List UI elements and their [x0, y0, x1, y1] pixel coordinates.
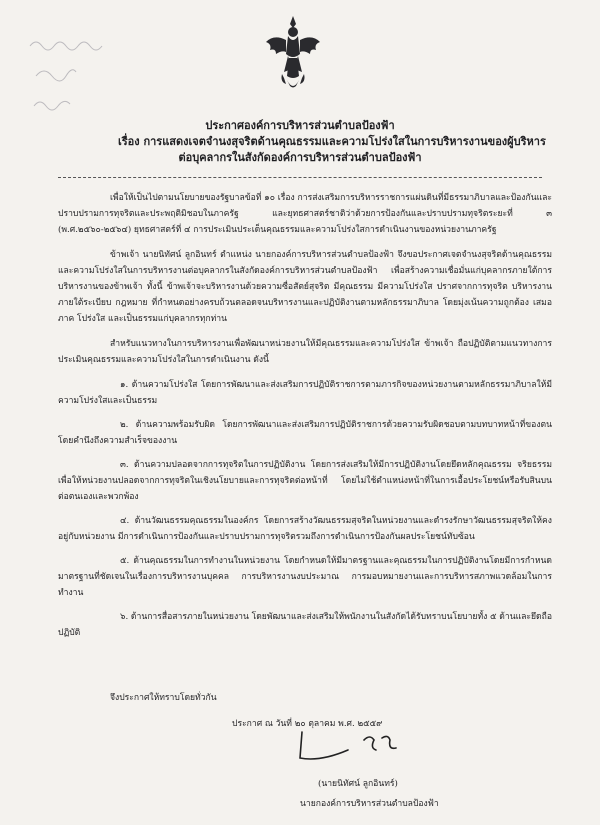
header-subject-cont: ต่อบุคลากรในสังกัดองค์การบริหารส่วนตำบลป้องฟ้า — [178, 151, 422, 164]
header-title: ประกาศองค์การบริหารส่วนตำบลป้องฟ้า — [205, 119, 395, 132]
paragraph-guidelines: สำหรับแนวทางในการบริหารงานเพื่อพัฒนาหน่วยงานให้มีคุณธรรมและความโปร่งใส ข้าพเจ้า ถือปฏิบัติตามแนวทางการประเมินคุณธรรมและความโปร่งใสในการดำเนินงาน ดังนี้ — [58, 339, 552, 365]
paragraph-declaration: ข้าพเจ้า นายนิทัศน์ ลูกอินทร์ ตำแหน่ง นายกองค์การบริหารส่วนตำบลป้องฟ้า จึงขอประกาศเจตจำนงสุจริตด้านคุณธรรมและความโปร่งใสในการบริหารงานต่อบุคลากรในสังกัดองค์การบริหารส่วนตำบลป้องฟ้า เพื่อสร้างความเชื่อมั่นแก่บุคลากรภายใต้การบริหารงานของข้าพเจ้า ทั้งนี้ ข้าพเจ้าจะบริหารงานด้วยความซื่อสัตย์สุจริต มีคุณธรรม มีความโปร่งใส ปราศจากการทุจริต บริหารงานภายใต้ระเบียบ กฎหมาย ที่กำหนดอย่างครบถ้วนตลอดจนบริหารงานและปฏิบัติงานตามหลักธรรมาภิบาล โดยมุ่งเน้นความถูกต้อง เสมอภาค โปร่งใส และเป็นธรรมแก่บุคลากรทุกท่าน — [58, 250, 552, 324]
signer-position: นายกองค์การบริหารส่วนตำบลป้องฟ้า — [300, 799, 439, 809]
announcement-body — [58, 190, 552, 649]
list-item: ๖. ด้านการสื่อสารภายในหน่วยงาน โดยพัฒนาและส่งเสริมให้พนักงานในสังกัดได้รับทราบนโยบายทั้ง ๕ ด้านและยึดถือปฏิบัติ — [58, 612, 552, 638]
paragraph-policy: เพื่อให้เป็นไปตามนโยบายของรัฐบาลข้อที่ ๑๐ เรื่อง การส่งเสริมการบริหารราชการแผ่นดินที่มีธรรมาภิบาลและป้องกันและปราบปรามการทุจริตและประพฤติมิชอบในภาครัฐ และยุทธศาสตร์ชาติว่าด้วยการป้องกันและปราบปรามทุจริตระยะที่ ๓ (พ.ศ.๒๕๖๐-๒๕๖๔) ยุทธศาสตร์ที่ ๔ การประเมินประเด็นคุณธรรมและความโปร่งใสการดำเนินงานของหน่วยงานภาครัฐ — [58, 193, 552, 235]
announcement-header — [70, 118, 546, 166]
list-item: ๓. ด้านความปลอดจากการทุจริตในการปฏิบัติงาน โดยการส่งเสริมให้มีการปฏิบัติงานโดยยึดหลักคุณธรรม จริยธรรม เพื่อให้หน่วยงานปลอดจากการทุจริตในเชิงนโยบายและการทุจริตต่อหน้าที่ โดยไม่ใช้ตำแหน่งหน้าที่ในการเอื้อประโยชน์หรือรับสินบนต่อตนเองและพวกพ้อง — [58, 460, 552, 502]
signer-name: (นายนิทัศน์ ลูกอินทร์) — [318, 779, 398, 789]
header-subject: เรื่อง การแสดงเจตจำนงสุจริตด้านคุณธรรมและความโปร่งใสในการบริหารงานของผู้บริหาร — [118, 135, 546, 148]
garuda-emblem-icon — [262, 14, 324, 94]
announcement-date: ประกาศ ณ วันที่ ๒๐ ตุลาคม พ.ศ. ๒๕๕๙ — [232, 719, 383, 729]
list-item: ๔. ด้านวัฒนธรรมคุณธรรมในองค์กร โดยการสร้างวัฒนธรรมสุจริตในหน่วยงานและดำรงรักษาวัฒนธรรมสุจริตให้คงอยู่กับหน่วยงาน มีการดำเนินการป้องกันและปราบปรามการทุจริตรวมถึงการดำเนินการป้องกันผลประโยชน์ทับซ้อน — [58, 516, 552, 542]
list-item: ๒. ด้านความพร้อมรับผิด โดยการพัฒนาและส่งเสริมการปฏิบัติราชการด้วยความรับผิดชอบตามบทบาทหน้าที่ของตนโดยคำนึงถึงความสำเร็จของงาน — [58, 420, 552, 446]
list-item: ๑. ด้านความโปร่งใส โดยการพัฒนาและส่งเสริมการปฏิบัติราชการตามภารกิจของหน่วยงานตามหลักธรรมาภิบาลให้มีความโปร่งใสและเป็นธรรม — [58, 380, 552, 406]
closing-line: จึงประกาศให้ทราบโดยทั่วกัน — [110, 693, 217, 703]
dashed-divider — [58, 177, 542, 178]
list-item: ๕. ด้านคุณธรรมในการทำงานในหน่วยงาน โดยกำหนดให้มีมาตรฐานและคุณธรรมในการปฏิบัติงานโดยมีการกำหนดมาตรฐานที่ชัดเจนในเรื่องการบริหารงานบุคคล การบริหารงานงบประมาณ การมอบหมายงานและการบริหารสภาพแวดล้อมในการทำงาน — [58, 556, 552, 598]
handwritten-signature — [290, 728, 440, 768]
